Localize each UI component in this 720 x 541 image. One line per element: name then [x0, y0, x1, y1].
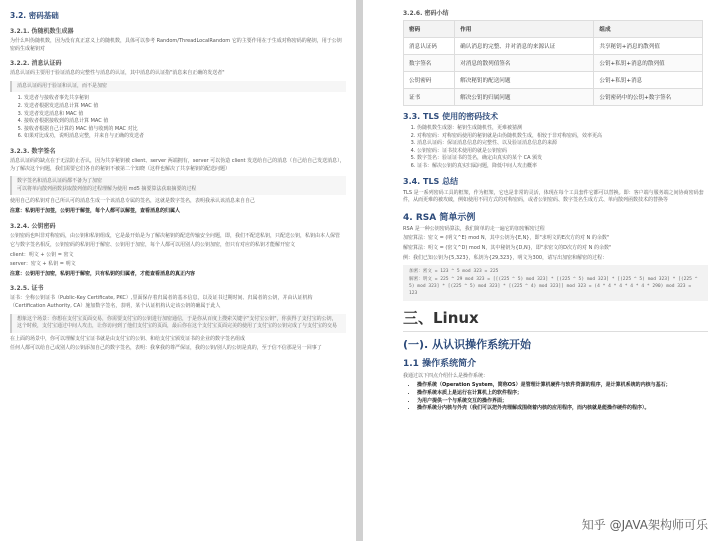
subsection-title: 1.1 操作系统简介	[403, 358, 477, 369]
table-row	[404, 38, 703, 55]
ordered-list	[403, 125, 708, 171]
table-cell: 公钥+私钥+消息	[594, 72, 703, 89]
left-page	[0, 0, 356, 541]
paragraph: 为什么叫伪随机数，因为没有真正意义上的随机数，具体可以参考 Random/ThreadLocalRandom 它的主要作用在于生成对称密码的秘钥，用于公钥密码生成秘钥对	[10, 38, 342, 52]
section-title: 4. RSA 简单示例	[403, 212, 476, 223]
table-header: 组成	[594, 21, 703, 38]
divider	[403, 331, 708, 332]
paragraph: 解密算法：明文 = (密文^D) mod N，其中秘钥为{D,N}，即"求密文的D次方的对 N 的余数"	[403, 244, 612, 251]
table-cell: 共享秘钥+消息的散列值	[594, 38, 703, 55]
table-header-row	[404, 21, 703, 38]
table-cell: 数字签名	[404, 55, 455, 72]
table-cell: 公钥密码	[404, 72, 455, 89]
summary-table	[403, 20, 703, 106]
bullet-list	[403, 382, 708, 412]
watermark-text: 知乎 @JAVA架构师可乐	[581, 518, 708, 532]
list-item: 2. 对称密码：对称密码使用的秘钥就是由伪随机数生成，相较于非对称密码，效率更高	[417, 133, 708, 141]
list-item: 5. 数字签名：验证证书的签名，确定由真实的某个 CA 颁发	[417, 155, 708, 163]
list-item: 1. 发送者与接收者事先共享秘钥	[24, 95, 346, 103]
paragraph: 我通过以下四点介绍什么是操作系统：	[403, 372, 489, 379]
table-cell: 确认消息的完整、并对消息的来源认证	[455, 38, 594, 55]
paragraph: 公钥密码也叫非对称密码，由公钥和私钥组成，它是最开始是为了解决秘钥的配送传输安全问题，即，我们不配送私钥，只配送公钥，私钥由本人保管	[10, 232, 341, 239]
paragraph: 它与数字签名相反，公钥密码的私钥用于解密、公钥用于加密，每个人都可以用别人的公钥加密，但只有对应的私钥才能解开密文	[10, 242, 296, 249]
paragraph: RSA 是一种公钥密码算法，我们简单的走一遍它的加密解密过程	[403, 225, 545, 232]
quote-block: 想象这个场景：你想在支付宝页面交易，你需要支付宝的公钥进行加密通信，于是你从百度上搜索关键字"支付宝公钥"，你获得了支付宝的公钥，这个时候，支付宝通过中间人攻击，让你访问到了他们支付宝的页面，最后你在这个支付宝页面完美的使用了支付宝的公钥完成了与支付宝的交易	[10, 314, 346, 333]
paragraph: 例：我们已知公钥为{5,323}，私钥为{29,323}，明文为300，请写出加密和解密的过程：	[403, 254, 608, 261]
subsection-title: 3.2.5. 证书	[10, 285, 44, 293]
quote-line: 可以将单向散列函数获取散列值的过程理解为使用 md5 摘要算法获取摘要的过程	[17, 185, 197, 192]
list-item: 2. 发送者根据发送消息计算 MAC 值	[24, 103, 346, 111]
list-item: 1. 伪随机数生成器：秘钥生成随机性，更难被猜测	[417, 125, 708, 133]
ordered-list	[10, 95, 346, 141]
table-cell: 证书	[404, 89, 455, 106]
list-item: 4. 公钥密码：证书技术使用的就是公钥密码	[417, 148, 708, 156]
note: 注意：公钥用于加密，私钥用于解密，只有私钥的归属者，才能查看消息的真正内容	[10, 270, 196, 277]
paragraph: 证书：全称公钥证书（Public-Key Certificate, PKC）,里面保存着归属者的基本信息，以及证书过期时间、归属者的公钥，并由认证机构（Certification Authority, CA）施加数字签名，表明，某个认证机构认定该公钥的确属于此人	[10, 295, 313, 310]
subsection-title: 3.2.6. 密码小结	[403, 10, 449, 17]
list-item: • 为用户提供一个与系统交互的操作界面；	[417, 398, 708, 406]
subsection-title: 3.2.3. 数字签名	[10, 147, 56, 155]
subsection-title: 3.2.1. 伪随机数生成器	[10, 28, 74, 35]
quote-line: 数字签名和消息认证码都不备为了加密	[17, 178, 103, 185]
list-item: 3. 发送者发送消息和 MAC 值	[24, 111, 346, 119]
list-item: • 操作系统（Operation System，简称OS）是管理计算机硬件与软件资源的程序，是计算机系统的内核与基石；	[417, 382, 708, 390]
note: 注意：私钥用于加签，公钥用于解签，每个人都可以解签，查看消息的归属人	[10, 207, 181, 214]
subsection-title: 3.2.2. 消息认证码	[10, 60, 62, 68]
paragraph: 任何人都可以给自己或别人的公钥添加自己的数字签名，表明：我拿我的尊严保证，我的公钥/别人的公钥是真的，至于信不信那是另一回事了	[10, 345, 322, 352]
paragraph: 在上面的场景中，你可以理解支付宝证书就是由支付宝的公钥、和给支付宝颁发证书的企业的数字签名组成	[10, 335, 246, 342]
formula-line: server：密文 + 私钥 = 明文	[10, 261, 76, 268]
table-cell: 解决公钥的归属问题	[455, 89, 594, 106]
table-cell: 公钥密码中的公钥+数字签名	[594, 89, 703, 106]
quote-block	[10, 176, 346, 195]
section-title: 3.4. TLS 总结	[403, 176, 459, 186]
table-cell: 对消息的散列值签名	[455, 55, 594, 72]
table-cell: 消息认证码	[404, 38, 455, 55]
paragraph: 使用自己的私钥对自己所认可的消息生成一个该消息专属的签名，这就是数字签名，表明我承认该消息来自自己	[10, 198, 256, 205]
table-row	[404, 72, 703, 89]
code-line: 加密：密文 = 123 ^ 5 mod 323 = 225	[409, 269, 499, 275]
list-item: • 操作系统分内核与外壳（我们可以把外壳理解成围绕着内核的应用程序，而内核就是能操作硬件的程序）。	[417, 405, 708, 413]
paragraph: TLS 是一系列密码工具的框架，作为框架，它也是非常的灵活，体现在每个工具套件它都可以替换。即：客户端与服务端之间协商密码套件，从而更难的被攻破，例如使用不同方式的对称密码，或者公钥密码、数字签名生成方式、单向散列函数技术的替换等	[403, 189, 704, 204]
table-header: 作用	[455, 21, 594, 38]
subsection-title: 3.2.4. 公钥密码	[10, 222, 56, 230]
code-line: 解密：明文 = 225 ^ 29 mod 323 = [[(225 ^ 5) mod 323] * [(225 ^ 5) mod 323] * [(225 ^ 5) mod 323] * [(225 ^ 5) mod 323] * [(225 ^ 5) mod 323] * [(225 ^ 4) mod 323]] mod 323 = (4 * 4 * 4 * 4 * 4 * 290) mod 323 = 123	[409, 276, 698, 297]
list-item: 4. 接收者根据接收到的消息计算 MAC 值	[24, 118, 346, 126]
page-gutter	[356, 0, 363, 541]
quote-block: 消息认证码用于验证和认证，而不是加密	[10, 81, 346, 93]
paragraph: 加密算法：密文 = (明文^E) mod N，其中公钥为{E,N}，即"求明文的E次方的对 N 的余数"	[403, 235, 610, 242]
list-item: • 操作系统本质上是运行在计算机上的软件程序；	[417, 390, 708, 398]
section-title: 3.3. TLS 使用的密码技术	[403, 112, 499, 121]
table-cell: 解决秘钥的配送问题	[455, 72, 594, 89]
table-cell: 公钥+私钥+消息的散列值	[594, 55, 703, 72]
table-row	[404, 55, 703, 72]
table-row	[404, 89, 703, 106]
paragraph: 消息认证码主要用于验证消息的完整性与消息的认证，其中消息的认证指"消息来自正确的发送者"	[10, 70, 225, 77]
list-item: 6. 证书：解决公钥的真实归属问题，降低中间人攻击概率	[417, 163, 708, 171]
formula-line: client：明文 + 公钥 = 密文	[10, 251, 74, 258]
list-item: 3. 消息认证码：保证消息信息的完整性、以及验证消息信息的来源	[417, 140, 708, 148]
table-header: 密码	[404, 21, 455, 38]
right-page	[363, 0, 720, 541]
paragraph: 消息认证码的缺点在于无法防止否认，因为共享秘钥被 client、server 两端拥有，server 可以伪造 client 发送给自己的消息（自己给自己发送消息），为了解决这个问题，我们需要它们各自的秘钥不被第二个知晓（这样也解决了共享秘钥的配送问题）	[10, 157, 345, 172]
list-item: 5. 接收者根据自己计算的 MAC 值与收到的 MAC 对比	[24, 126, 346, 134]
section-title: (一). 从认识操作系统开始	[403, 337, 532, 351]
chapter-title: 三、Linux	[403, 308, 479, 327]
code-block	[403, 265, 708, 301]
list-item: 6. 如果对比成功，说明消息完整，并来自与正确的发送者	[24, 133, 346, 141]
section-title: 3.2. 密码基础	[10, 11, 59, 20]
